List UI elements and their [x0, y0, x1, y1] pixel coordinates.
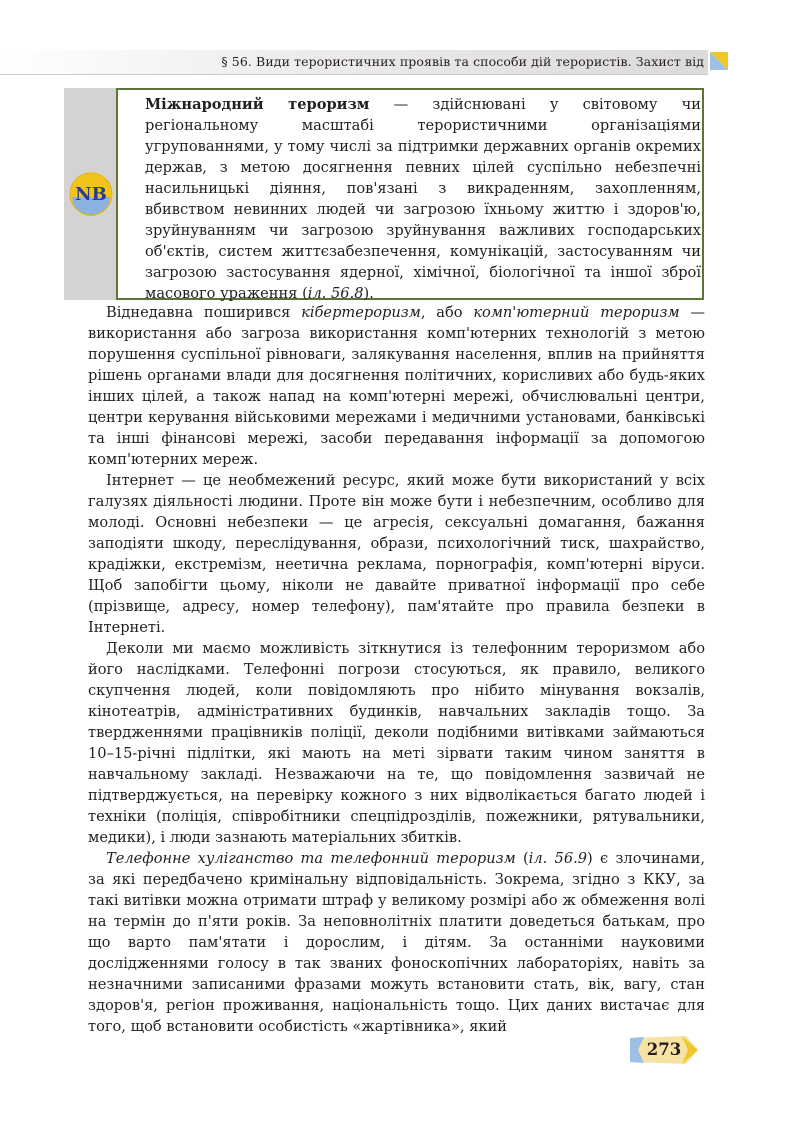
- p4-figure-ref: іл. 56.9: [528, 850, 588, 867]
- running-header: [0, 50, 708, 75]
- nb-badge-label: NB: [75, 184, 107, 205]
- paragraph-phone-terrorism: Деколи ми маємо можливість зіткнутися із телефонним тероризмом або його наслідками. Телефонні погрози стосуються, як правило, великого скупчення людей, коли повідомляють про нібито мінування вокзалів, кінотеатрів, адміністративних будинків, навчальних закладів тощо. За твердженнями працівників поліції, деколи подібними витівками займаються 10–15-річні підлітки, які мають на меті зірвати таким чином заняття в навчальному закладі. Незважаючи на те, що повідомлення зазвичай не підтверджується, на перевірку кожного з них відволікається багато людей і техніки (поліція, співробітники спецпідрозділів, пожежники, рятувальники, медики), і люди зазнають матеріальних збитків.: [88, 640, 705, 846]
- definition-end: ).: [363, 285, 374, 302]
- p1-start: Віднедавна поширився: [106, 304, 302, 321]
- definition-figure-ref: іл. 56.8: [307, 285, 364, 302]
- nb-badge-icon: [67, 170, 115, 218]
- definition-text: [145, 94, 701, 304]
- p4-open: (: [515, 850, 529, 867]
- paragraph-cyberterrorism: [88, 302, 705, 470]
- p1-term-cyberterrorism: кібертероризм: [301, 304, 421, 321]
- p1-term-computer-terrorism: комп'ютерний тероризм: [473, 304, 680, 321]
- page-number: 273: [646, 1040, 682, 1059]
- running-title: § 56. Види терористичних проявів та способи дій терористів. Захист від: [221, 54, 704, 69]
- paragraph-liability: [88, 848, 705, 1037]
- p1-mid: , або: [420, 304, 474, 321]
- paragraph-internet: Інтернет — це необмежений ресурс, який може бути використаний у всіх галузях діяльності людини. Проте він може бути і небезпечним, особливо для молоді. Основні небезпеки — це агресія, сексуальні домагання, бажання заподіяти шкоду, переслідування, образи, психологічний тиск, шахрайство, крадіжки, екстремізм, неетична реклама, порнографія, комп'ютерні віруси. Щоб запобігти цьому, ніколи не давайте приватної інформації про себе (прізвище, адресу, номер телефону), пам'ятайте про правила безпеки в Інтернеті.: [88, 472, 705, 636]
- p4-term: Телефонне хуліганство та телефонний тероризм: [106, 850, 516, 867]
- corner-triangle-icon: [710, 52, 728, 70]
- p1-rest: — використання або загроза використання комп'ютерних технологій з метою порушення суспільної рівноваги, залякування населення, вплив на прийняття рішень органами влади для досягнення політичних, корисливих або будь-яких інших цілей, а також напад на комп'ютерні мережі, обчислювальні центри, центри керування військовими мережами і медичними установами, банківські та інші фінансові мережі, засоби передавання інформації за допомогою комп'ютерних мереж.: [88, 304, 705, 468]
- p4-rest: ) є злочинами, за які передбачено кримінальну відповідальність. Зокрема, згідно з ККУ, за такі витівки можна отримати штраф у великому розмірі або ж обмеження волі на термін до п'яти років. За неповнолітніх платити доведеться батькам, про що варто пам'ятати і дорослим, і дітям. За останніми науковими дослідженнями голосу в так званих фоноскопічних лабораторіях, навіть за незначними записаними фразами можуть встановити стать, вік, вагу, стан здоров'я, регіон проживання, національність тощо. Цих даних вистачає для того, щоб встановити особистість «жартівника», який: [88, 850, 706, 1035]
- main-text: [88, 302, 705, 1037]
- definition-term: Міжнародний тероризм: [145, 96, 370, 113]
- definition-body: — здійснювані у світовому чи регіональному масштабі терористичними організаціями угрупованнями, у тому числі за підтримки державних органів окремих держав, з метою досягнення певних цілей суспільно небезпечні насильницькі діяння, пов'язані з викраденням, захопленням, вбивством невинних людей чи загрозою їхньому життю і здоров'ю, зруйнуванням чи загрозою зруйнування важливих господарських об'єктів, систем життєзабезпечення, комунікацій, застосуванням чи загрозою застосування ядерної, хімічної, біологічної та іншої зброї масового ураження (: [145, 96, 701, 302]
